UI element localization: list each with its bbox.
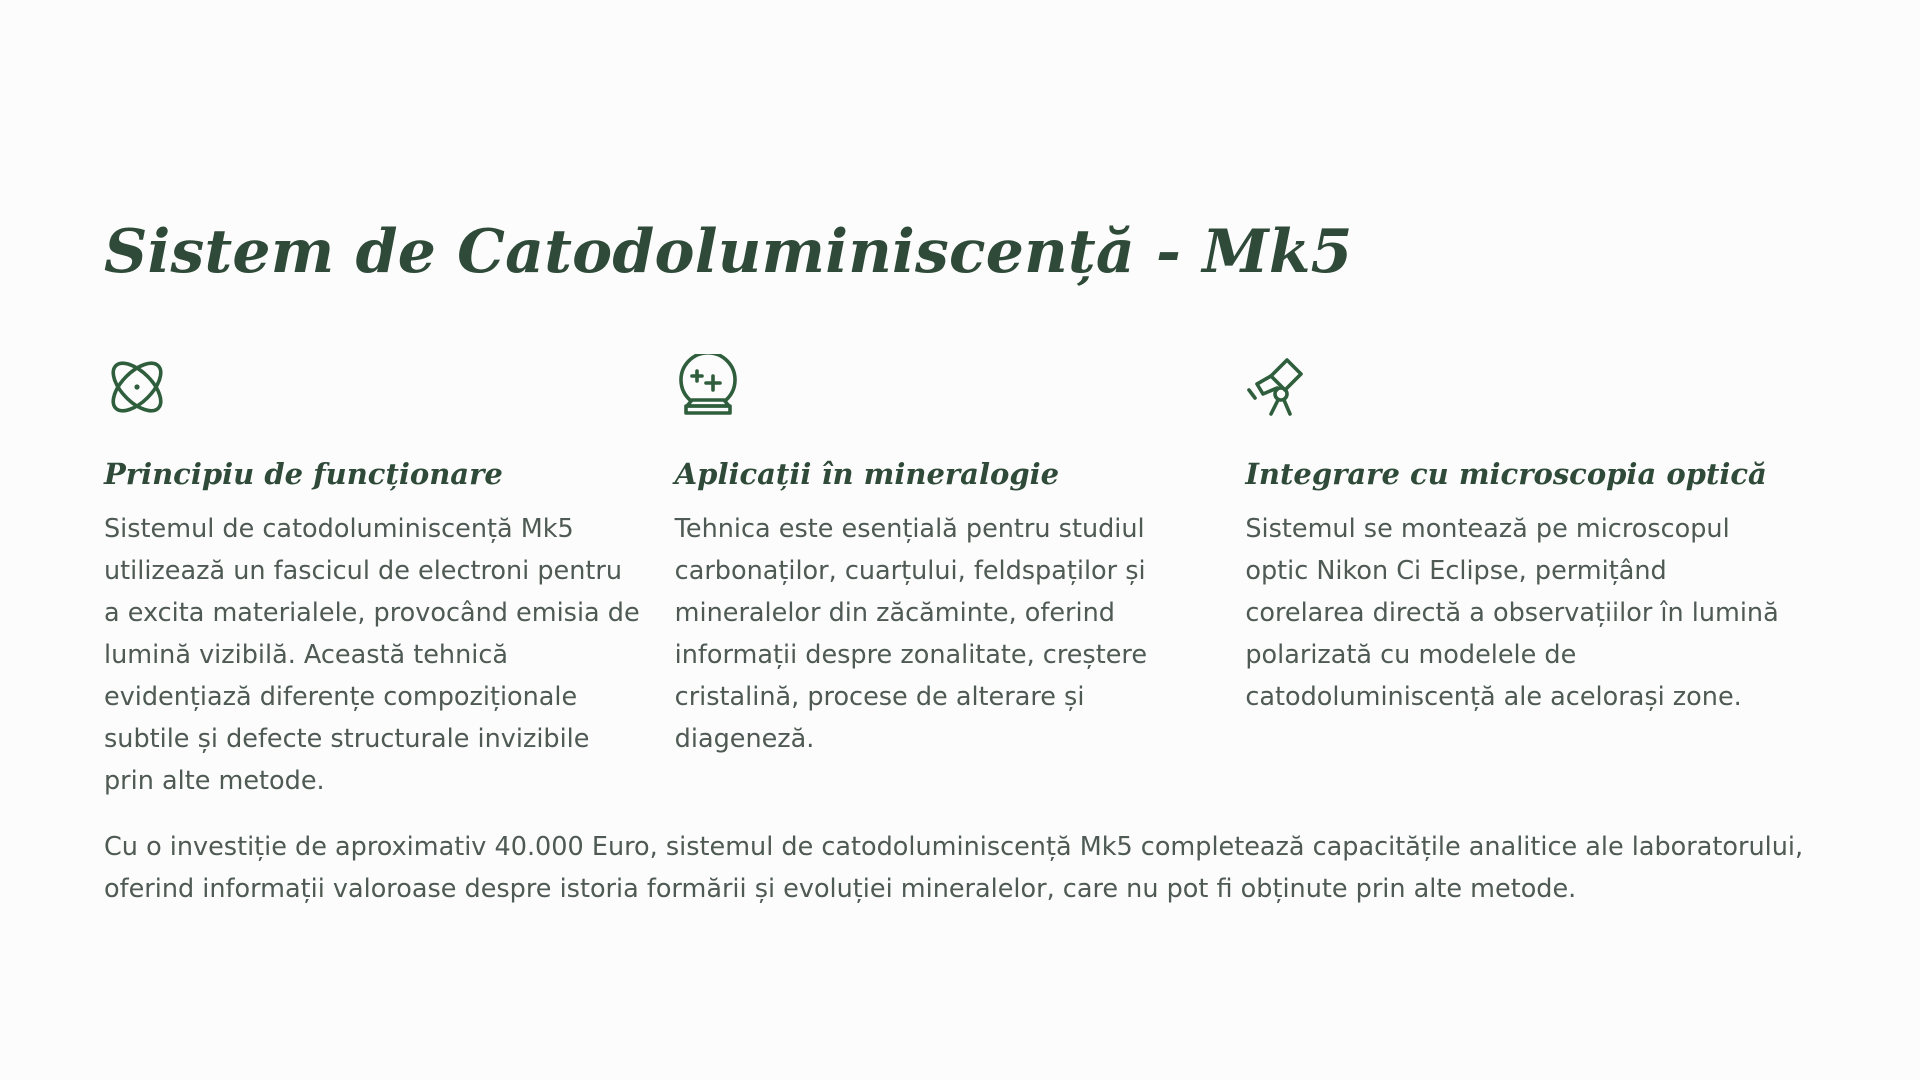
summary-text: Cu o investiție de aproximativ 40.000 Euro, sistemul de catodoluminiscență Mk5 completează capacitățile analitice ale laboratorului, oferind informații valoroase despre istoria formării și evoluției mineralelor, care nu pot fi obținute prin alte metode. [104,832,1804,904]
feature-description: Tehnica este esențială pentru studiul carbonaților, cuarțului, feldspaților și mineralelor din zăcăminte, oferind informații despre zonalitate, creștere cristalină, procese de alterare și diageneză. [674,514,1148,754]
feature-column-integration [1245,354,1816,802]
telescope-icon [1245,354,1311,420]
feature-column-applications [675,354,1246,802]
feature-description: Sistemul se montează pe microscopul optic Nikon Ci Eclipse, permițând corelarea directă a observațiilor în lumină polarizată cu modelele de catodoluminiscență ale acelorași zone. [1245,514,1779,712]
feature-title: Aplicații în mineralogie [674,457,1060,491]
crystal-ball-icon [675,354,741,420]
feature-title: Integrare cu microscopia optică [1245,457,1767,491]
feature-column-principle [104,354,675,802]
atom-icon [104,354,170,420]
feature-description: Sistemul de catodoluminiscență Mk5 utilizează un fascicul de electroni pentru a excita materialele, provocând emisia de lumină vizibilă. Această tehnică evidențiază diferențe compoziționale subtile și defecte structurale invizibile prin alte metode. [104,514,640,796]
slide-title: Sistem de Catodoluminiscență - Mk5 [104,217,1353,287]
feature-title: Principiu de funcționare [104,457,503,491]
feature-columns [104,354,1816,802]
